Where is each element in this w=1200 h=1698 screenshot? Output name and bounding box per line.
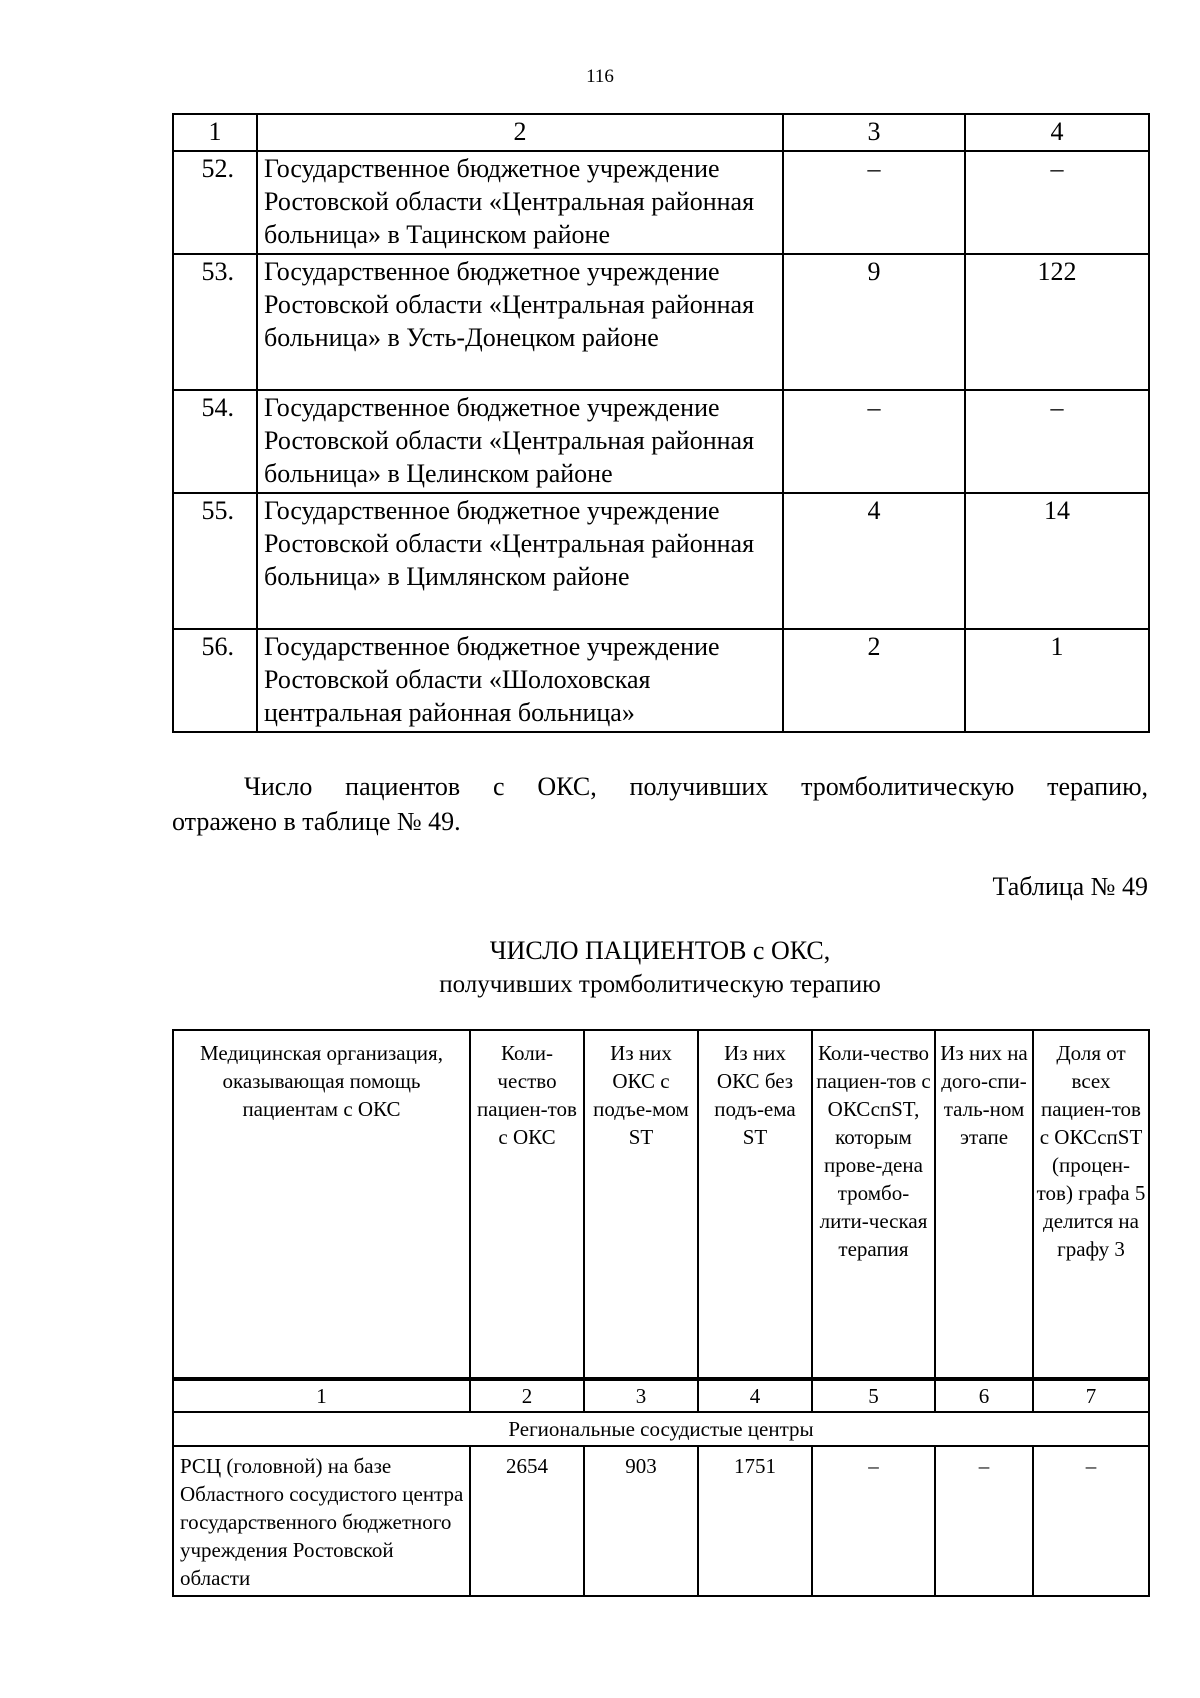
table-row <box>173 390 1149 493</box>
value-cell: 1751 <box>698 1446 812 1596</box>
column-header: Коли-чество пациен-тов с ОКСспST, которым прове-дена тромбо-лити-ческая терапия <box>812 1030 935 1379</box>
value-cell: – <box>1033 1446 1149 1596</box>
table-subtitle-line: получивших тромболитическую терапию <box>439 971 881 998</box>
table-row <box>173 629 1149 732</box>
column-number: 1 <box>173 114 257 151</box>
column-number: 1 <box>173 1379 470 1412</box>
value-cell: – <box>935 1446 1033 1596</box>
value-cell: – <box>965 151 1149 254</box>
column-header: Медицинская организация, оказывающая помощь пациентам с ОКС <box>173 1030 470 1379</box>
value-cell: – <box>812 1446 935 1596</box>
table-49 <box>172 1029 1150 1597</box>
column-header: Доля от всех пациен-тов с ОКСспST (процен-тов) графа 5 делится на графу 3 <box>1033 1030 1149 1379</box>
table-header-row <box>173 114 1149 151</box>
column-number: 6 <box>935 1379 1033 1412</box>
column-number: 2 <box>470 1379 584 1412</box>
value-cell: – <box>965 390 1149 493</box>
value-cell: 1 <box>965 629 1149 732</box>
column-header: Из них ОКС без подъ-ема ST <box>698 1030 812 1379</box>
table-row <box>173 151 1149 254</box>
column-number: 7 <box>1033 1379 1149 1412</box>
value-cell: 9 <box>783 254 965 390</box>
organization-name: Государственное бюджетное учреждение Ростовской области «Центральная районная больница» в Тацинском районе <box>257 151 783 254</box>
value-cell: 2 <box>783 629 965 732</box>
continuation-table <box>172 113 1150 733</box>
paragraph-line: Число пациентов с ОКС, получивших тромболитическую терапию, <box>244 772 1148 801</box>
column-number: 5 <box>812 1379 935 1412</box>
organization-name: Государственное бюджетное учреждение Ростовской области «Центральная районная больница» в Цимлянском районе <box>257 493 783 629</box>
table-label: Таблица № 49 <box>992 872 1148 901</box>
organization-name: Государственное бюджетное учреждение Ростовской области «Шолоховская центральная районная больница» <box>257 629 783 732</box>
value-cell: 903 <box>584 1446 698 1596</box>
paragraph-line: отражено в таблице № 49. <box>172 807 461 836</box>
body-paragraph <box>172 769 1148 839</box>
organization-name: РСЦ (головной) на базе Областного сосудистого центра государственного бюджетного учреждения Ростовской области <box>173 1446 470 1596</box>
section-title: Региональные сосудистые центры <box>173 1412 1149 1446</box>
value-cell: 14 <box>965 493 1149 629</box>
column-number: 4 <box>965 114 1149 151</box>
column-header: Коли-чество пациен-тов с ОКС <box>470 1030 584 1379</box>
row-number: 52. <box>173 151 257 254</box>
section-row <box>173 1412 1149 1446</box>
column-number-row <box>173 1379 1149 1412</box>
value-cell: – <box>783 151 965 254</box>
column-number: 3 <box>584 1379 698 1412</box>
table-header-row <box>173 1030 1149 1379</box>
table-row <box>173 493 1149 629</box>
value-cell: – <box>783 390 965 493</box>
column-header: Из них ОКС с подъе-мом ST <box>584 1030 698 1379</box>
page-number: 116 <box>586 66 614 87</box>
row-number: 53. <box>173 254 257 390</box>
value-cell: 4 <box>783 493 965 629</box>
table-title-line: ЧИСЛО ПАЦИЕНТОВ с ОКС, <box>489 936 831 965</box>
table-title <box>172 934 1148 1002</box>
table-row <box>173 254 1149 390</box>
column-number: 4 <box>698 1379 812 1412</box>
column-number: 2 <box>257 114 783 151</box>
row-number: 54. <box>173 390 257 493</box>
column-header: Из них на дого-спи-таль-ном этапе <box>935 1030 1033 1379</box>
row-number: 55. <box>173 493 257 629</box>
column-number: 3 <box>783 114 965 151</box>
value-cell: 122 <box>965 254 1149 390</box>
organization-name: Государственное бюджетное учреждение Ростовской области «Центральная районная больница» в Целинском районе <box>257 390 783 493</box>
row-number: 56. <box>173 629 257 732</box>
organization-name: Государственное бюджетное учреждение Ростовской области «Центральная районная больница» в Усть-Донецком районе <box>257 254 783 390</box>
table-row <box>173 1446 1149 1596</box>
value-cell: 2654 <box>470 1446 584 1596</box>
